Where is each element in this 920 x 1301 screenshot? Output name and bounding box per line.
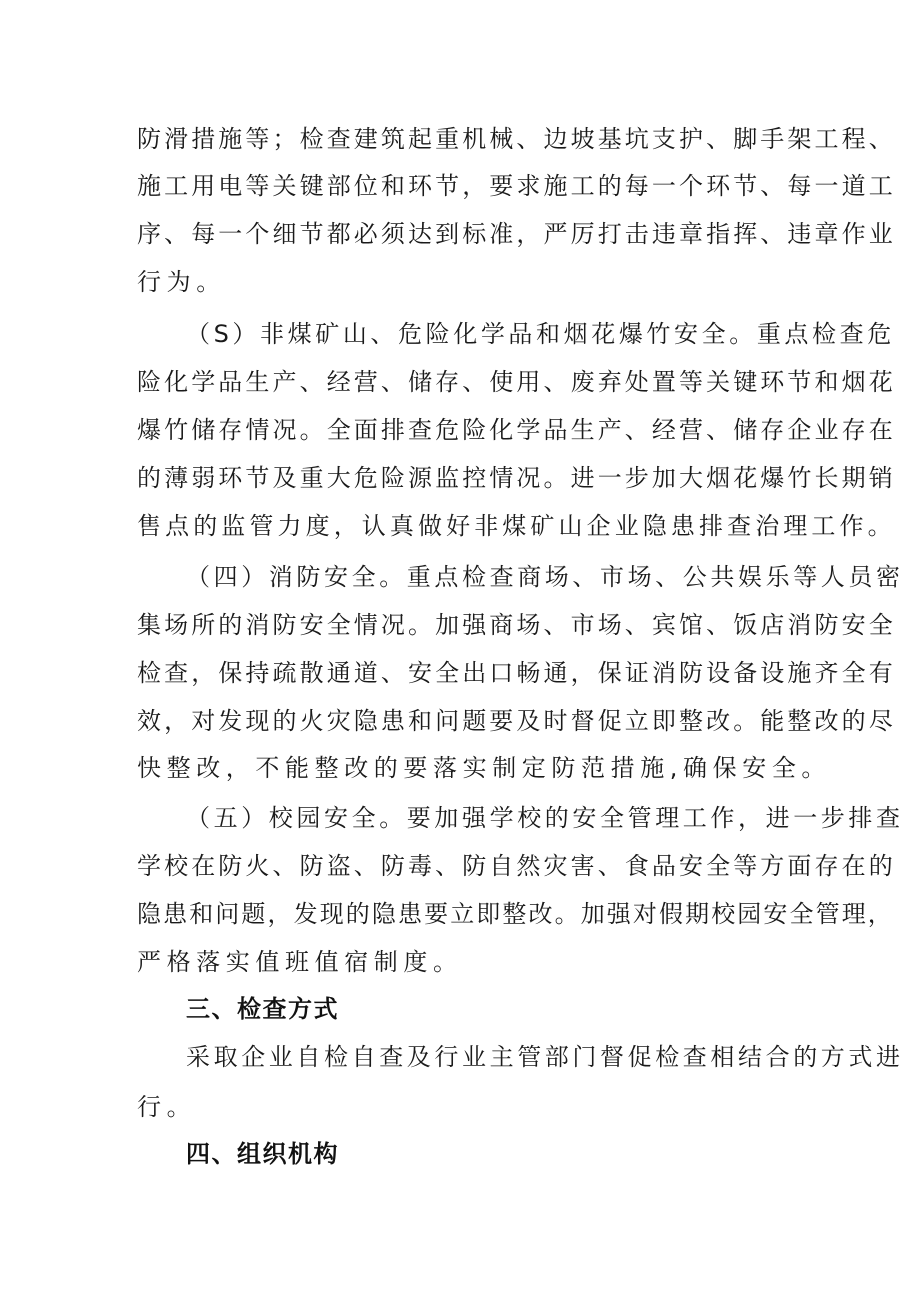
- paragraph-line: 防滑措施等；检查建筑起重机械、边坡基坑支护、脚手架工程、: [137, 125, 896, 153]
- paragraph-line: （五）校园安全。要加强学校的安全管理工作，进一步排查: [186, 804, 904, 832]
- paragraph-line: 集场所的消防安全情况。加强商场、市场、宾馆、饭店消防安全: [137, 611, 896, 639]
- paragraph-line: 快整改，不能整改的要落实制定防范措施,确保安全。: [137, 754, 832, 782]
- paragraph-line: 检查，保持疏散通道、安全出口畅通，保证消防设备设施齐全有: [137, 659, 896, 687]
- paragraph-line: 采取企业自检自查及行业主管部门督促检查相结合的方式进: [186, 1043, 904, 1071]
- paragraph-line: 施工用电等关键部位和环节，要求施工的每一个环节、每一道工: [137, 172, 896, 200]
- paragraph-line: 的薄弱环节及重大危险源监控情况。进一步加大烟花爆竹长期销: [137, 464, 896, 492]
- section-heading: 四、组织机构: [186, 1140, 339, 1168]
- paragraph-line: （四）消防安全。重点检查商场、市场、公共娱乐等人员密: [186, 563, 904, 591]
- paragraph-line: 效，对发现的火灾隐患和问题要及时督促立即整改。能整改的尽: [137, 707, 896, 735]
- section-heading: 三、检查方式: [186, 995, 339, 1023]
- paragraph-line: 行。: [137, 1093, 197, 1121]
- paragraph-line: 售点的监管力度，认真做好非煤矿山企业隐患排查治理工作。: [137, 512, 896, 540]
- paragraph-line: 行为。: [137, 268, 226, 296]
- paragraph-line: 爆竹储存情况。全面排查危险化学品生产、经营、储存企业存在: [137, 416, 896, 444]
- paragraph-line: 险化学品生产、经营、储存、使用、废弃处置等关键环节和烟花: [137, 368, 896, 396]
- paragraph-line: 序、每一个细节都必须达到标准，严厉打击违章指挥、违章作业: [137, 220, 896, 248]
- paragraph-line: 学校在防火、防盗、防毒、防自然灾害、食品安全等方面存在的: [137, 852, 896, 880]
- paragraph-line: 隐患和问题，发现的隐患要立即整改。加强对假期校园安全管理，: [137, 900, 894, 928]
- paragraph-line: 严格落实值班值宿制度。: [137, 948, 463, 976]
- paragraph-line: （S）非煤矿山、危险化学品和烟花爆竹安全。重点检查危: [186, 320, 895, 348]
